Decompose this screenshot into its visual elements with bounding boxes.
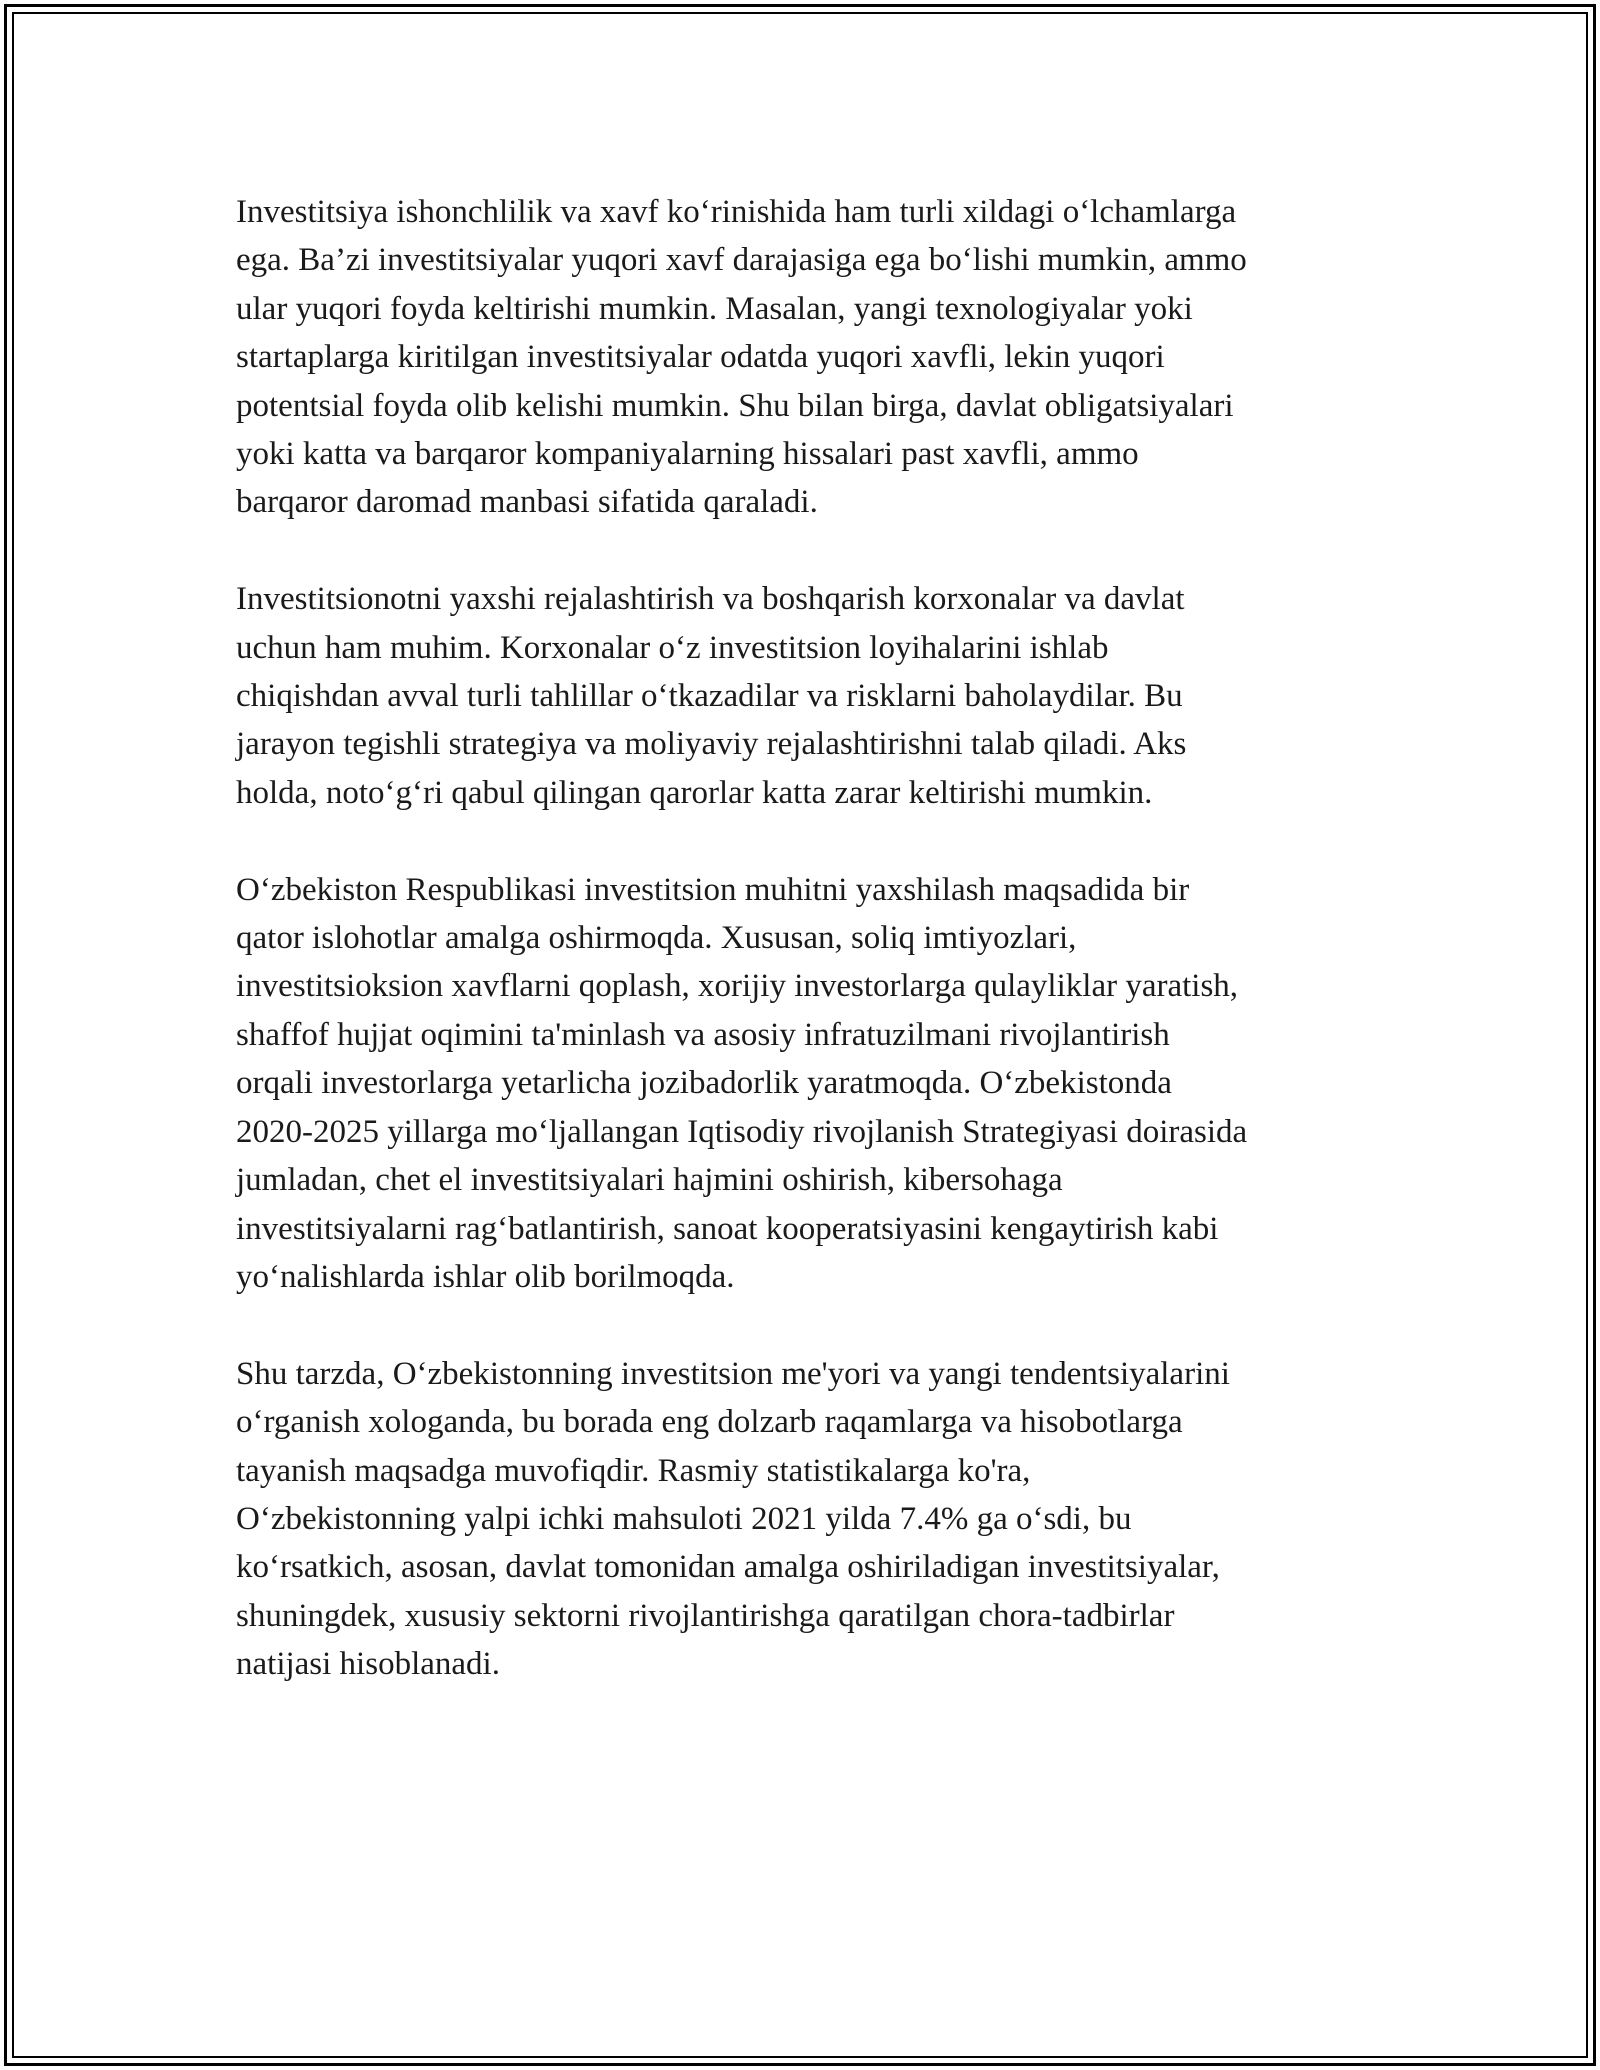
paragraph-4 <box>236 1350 1376 1689</box>
text-line: investitsioksion xavflarni qoplash, xorijiy investorlarga qulayliklar yaratish, <box>236 968 1239 1005</box>
text-line: Investitsionotni yaxshi rejalashtirish va boshqarish korxonalar va davlat <box>236 581 1185 618</box>
text-line: shaffof hujjat oqimini ta'minlash va asosiy infratuzilmani rivojlantirish <box>236 1016 1170 1053</box>
text-line: ko‘rsatkich, asosan, davlat tomonidan amalga oshiriladigan investitsiyalar, <box>236 1549 1220 1586</box>
text-line: investitsiyalarni rag‘batlantirish, sanoat kooperatsiyasini kengaytirish kabi <box>236 1210 1219 1247</box>
text-line: barqaror daromad manbasi sifatida qaraladi. <box>236 484 818 521</box>
text-line: holda, noto‘g‘ri qabul qilingan qarorlar katta zarar keltirishi mumkin. <box>236 774 1153 811</box>
text-line: ular yuqori foyda keltirishi mumkin. Masalan, yangi texnologiyalar yoki <box>236 290 1193 327</box>
document-body <box>236 188 1376 1737</box>
text-line: O‘zbekiston Respublikasi investitsion muhitni yaxshilash maqsadida bir <box>236 871 1190 908</box>
text-line: orqali investorlarga yetarlicha jozibadorlik yaratmoqda. O‘zbekistonda <box>236 1065 1172 1102</box>
text-line: qator islohotlar amalga oshirmoqda. Xususan, soliq imtiyozlari, <box>236 920 1077 957</box>
paragraph-3 <box>236 866 1376 1302</box>
text-line: ega. Ba’zi investitsiyalar yuqori xavf darajasiga ega bo‘lishi mumkin, ammo <box>236 242 1247 279</box>
text-line: jarayon tegishli strategiya va moliyaviy rejalashtirishni talab qiladi. Aks <box>236 726 1187 763</box>
text-line: tayanish maqsadga muvofiqdir. Rasmiy statistikalarga ko'ra, <box>236 1452 1031 1489</box>
text-line: natijasi hisoblanadi. <box>236 1646 500 1683</box>
text-line: Shu tarzda, O‘zbekistonning investitsion me'yori va yangi tendentsiyalarini <box>236 1355 1230 1392</box>
text-line: uchun ham muhim. Korxonalar o‘z investitsion loyihalarini ishlab <box>236 629 1109 666</box>
text-line: o‘rganish xologanda, bu borada eng dolzarb raqamlarga va hisobotlarga <box>236 1404 1183 1441</box>
text-line: shuningdek, xususiy sektorni rivojlantirishga qaratilgan chora-tadbirlar <box>236 1597 1175 1634</box>
text-line: O‘zbekistonning yalpi ichki mahsuloti 2021 yilda 7.4% ga o‘sdi, bu <box>236 1500 1132 1537</box>
text-line: jumladan, chet el investitsiyalari hajmini oshirish, kibersohaga <box>236 1162 1063 1199</box>
paragraph-1 <box>236 188 1376 527</box>
text-line: yo‘nalishlarda ishlar olib borilmoqda. <box>236 1258 735 1295</box>
paragraph-2 <box>236 575 1376 817</box>
text-line: potentsial foyda olib kelishi mumkin. Shu bilan birga, davlat obligatsiyalari <box>236 387 1234 424</box>
text-line: 2020-2025 yillarga mo‘ljallangan Iqtisodiy rivojlanish Strategiyasi doirasida <box>236 1113 1248 1150</box>
text-line: chiqishdan avval turli tahlillar o‘tkazadilar va risklarni baholaydilar. Bu <box>236 678 1183 715</box>
text-line: Investitsiya ishonchlilik va xavf ko‘rinishida ham turli xildagi o‘lchamlarga <box>236 194 1237 230</box>
text-line: yoki katta va barqaror kompaniyalarning hissalari past xavfli, ammo <box>236 436 1139 473</box>
text-line: startaplarga kiritilgan investitsiyalar odatda yuqori xavfli, lekin yuqori <box>236 339 1165 376</box>
